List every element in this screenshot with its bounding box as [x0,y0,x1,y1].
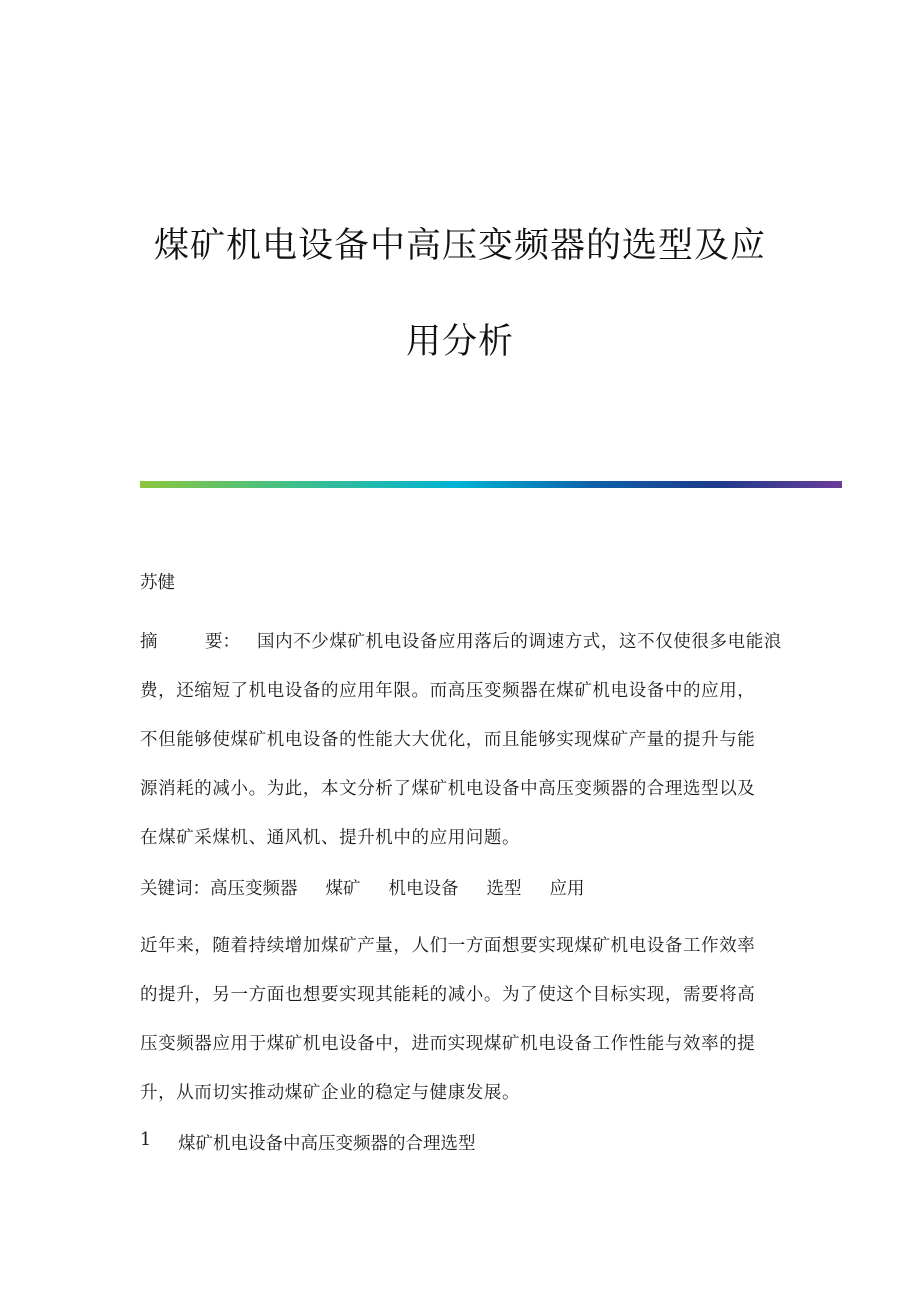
title-divider-rule [140,481,842,488]
section-heading: 煤矿机电设备中高压变频器的合理选型 [178,1134,476,1154]
section-number: 1 [140,1130,152,1150]
intro-line-3: 压变频器应用于煤矿机电设备中，进而实现煤矿机电设备工作性能与效率的提 [140,1034,756,1054]
keyword-item: 机电设备 [388,879,459,899]
abstract-line-2: 费，还缩短了机电设备的应用年限。而高压变频器在煤矿机电设备中的应用， [140,681,756,701]
intro-line-2: 的提升，另一方面也想要实现其能耗的减小。为了使这个目标实现，需要将高 [140,985,756,1005]
keyword-item: 应用 [549,879,585,899]
abstract-label-part-1: 摘 [140,632,158,652]
keyword-item: 煤矿 [325,879,361,899]
intro-line-4: 升，从而切实推动煤矿企业的稳定与健康发展。 [140,1083,521,1103]
abstract-line-5: 在煤矿采煤机、通风机、提升机中的应用问题。 [140,828,521,848]
paper-title-line-1: 煤矿机电设备中高压变频器的选型及应 [153,226,766,266]
keywords-row [140,875,613,900]
paper-title-line-2: 用分析 [405,322,514,362]
intro-line-1: 近年来，随着持续增加煤矿产量，人们一方面想要实现煤矿机电设备工作效率 [140,936,756,956]
abstract-line-4: 源消耗的减小。为此，本文分析了煤矿机电设备中高压变频器的合理选型以及 [140,779,756,799]
keywords-label: 关键词： [140,879,210,899]
abstract-line-3: 不但能够使煤矿机电设备的性能大大优化，而且能够实现煤矿产量的提升与能 [140,730,756,750]
abstract-line-1: 国内不少煤矿机电设备应用落后的调速方式，这不仅使很多电能浪 [257,632,782,652]
keyword-item: 选型 [486,879,522,899]
abstract-label-part-2: 要： [205,632,240,652]
author-name: 苏健 [140,573,175,593]
keyword-item: 高压变频器 [210,879,298,899]
